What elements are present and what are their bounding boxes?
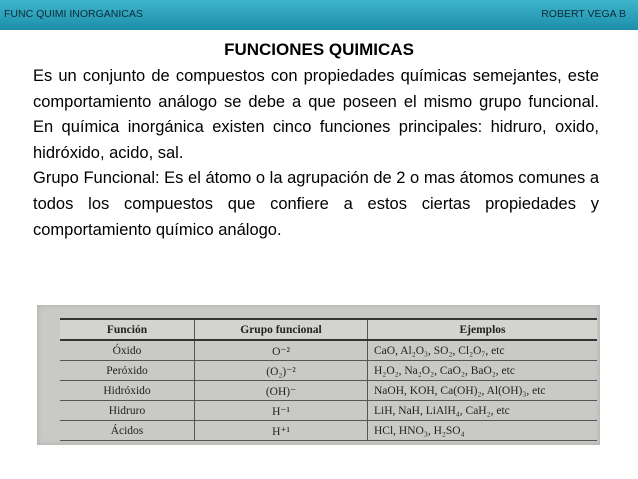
cell-ejemplos: HCl, HNO₃, H₂SO₄ bbox=[368, 421, 598, 441]
cell-ejemplos: NaOH, KOH, Ca(OH)₂, Al(OH)₃, etc bbox=[368, 381, 598, 401]
cell-grupo: O⁻² bbox=[195, 340, 368, 361]
slide-body bbox=[33, 64, 599, 243]
table-header-row bbox=[60, 319, 597, 340]
table-row bbox=[60, 361, 597, 381]
header-right-text: ROBERT VEGA B bbox=[541, 8, 626, 20]
cell-grupo: (O₂)⁻² bbox=[195, 361, 368, 381]
cell-funcion: Hidróxido bbox=[103, 384, 151, 397]
slide-title: FUNCIONES QUIMICAS bbox=[224, 40, 414, 59]
table-row bbox=[60, 421, 597, 441]
cell-ejemplos: CaO, Al₂O₃, SO₂, Cl₂O₇, etc bbox=[368, 340, 598, 361]
table-row bbox=[60, 340, 597, 361]
header-ejemplos: Ejemplos bbox=[368, 319, 598, 340]
cell-grupo: H⁻¹ bbox=[195, 401, 368, 421]
cell-ejemplos: H₂O₂, Na₂O₂, CaO₂, BaO₂, etc bbox=[368, 361, 598, 381]
cell-grupo: H⁺¹ bbox=[195, 421, 368, 441]
table-image bbox=[37, 305, 600, 445]
paragraph-definition: Es un conjunto de compuestos con propiedades químicas semejantes, este comportamiento análogo se debe a que poseen el mismo grupo funcional. En química inorgánica existen cinco funciones principales: hidruro, oxido, hidróxido, acido, sal. bbox=[33, 67, 599, 162]
header-grupo-funcional: Grupo funcional bbox=[195, 319, 368, 340]
cell-funcion: Óxido bbox=[112, 344, 142, 357]
paragraph-grupo-funcional: Grupo Funcional: Es el átomo o la agrupación de 2 o mas átomos comunes a todos los compuestos que confiere a estos ciertas propiedades y comportamiento químico análogo. bbox=[33, 169, 599, 239]
header-left-text: FUNC QUIMI INORGANICAS bbox=[4, 8, 143, 20]
header-bar bbox=[0, 0, 638, 30]
table-row bbox=[60, 381, 597, 401]
cell-funcion: Ácidos bbox=[110, 424, 144, 437]
table-row bbox=[60, 401, 597, 421]
cell-grupo: (OH)⁻ bbox=[195, 381, 368, 401]
functions-table bbox=[60, 318, 597, 441]
cell-funcion: Hidruro bbox=[108, 404, 146, 417]
cell-ejemplos: LiH, NaH, LiAlH₄, CaH₂, etc bbox=[368, 401, 598, 421]
cell-funcion: Peróxido bbox=[106, 364, 148, 377]
header-funcion: Función bbox=[106, 323, 148, 336]
